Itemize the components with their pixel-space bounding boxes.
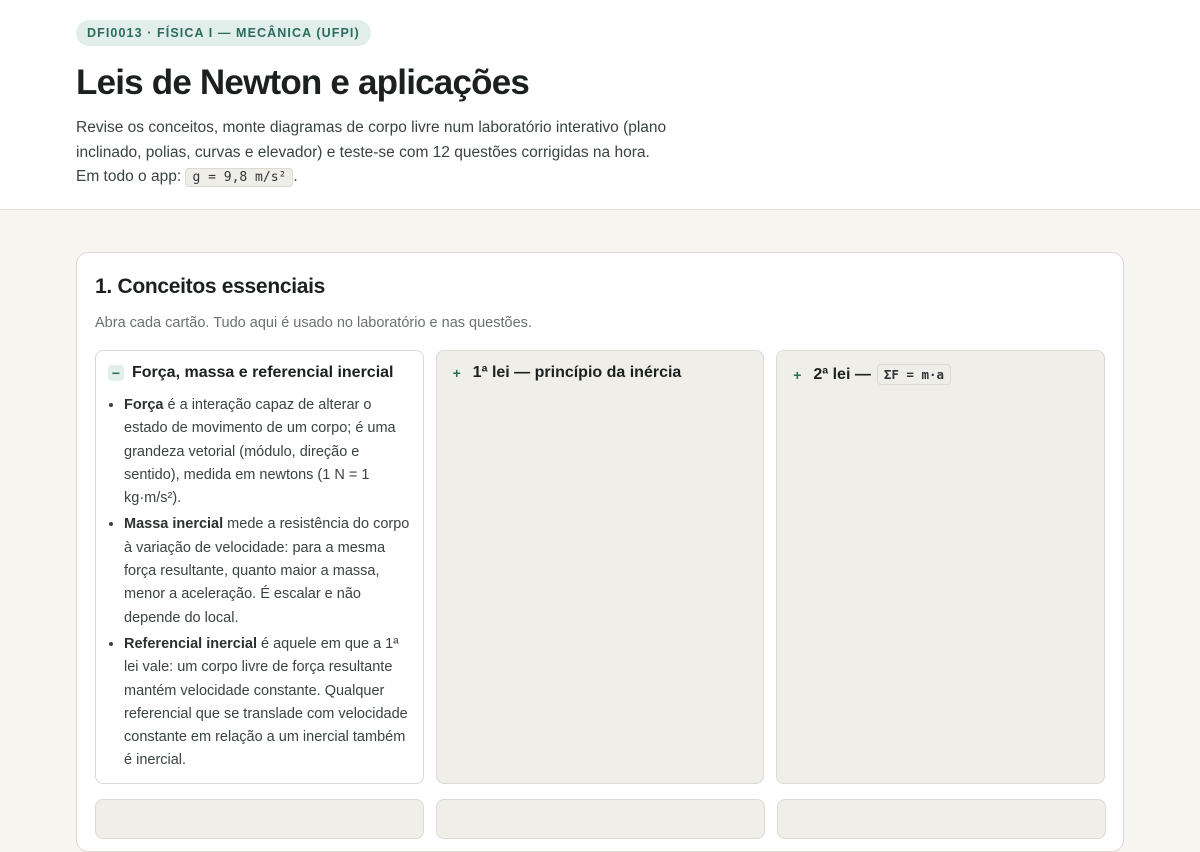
page-header <box>0 0 1200 210</box>
course-badge: DFI0013 · FÍSICA I — MECÂNICA (UFPI) <box>76 20 371 46</box>
list-item-term: Força <box>124 397 164 413</box>
expand-icon[interactable]: + <box>452 365 461 381</box>
gravity-prefix: Em todo o app: <box>76 168 182 185</box>
concept-card-partial[interactable] <box>777 799 1106 839</box>
list-item-text: mede a resistência do corpo à variação de velocidade: para a mesma força resultante, quanto maior a massa, menor a aceleração. É escalar e não depende do local. <box>124 516 410 626</box>
concept-card-primeira-lei[interactable] <box>436 350 765 784</box>
gravity-value: g = 9,8 m/s² <box>185 168 293 187</box>
list-item <box>124 633 411 773</box>
list-item <box>124 394 411 510</box>
concept-card-partial[interactable] <box>95 799 424 839</box>
list-item-text: é a interação capaz de alterar o estado de movimento de um corpo; é uma grandeza vetorial (módulo, direção e sentido), medida em newtons (1 N = 1 kg·m/s²). <box>124 397 396 507</box>
list-item <box>124 513 411 629</box>
card-title[interactable]: Força, massa e referencial inercial <box>132 364 394 381</box>
card-header[interactable] <box>449 364 752 382</box>
page-intro <box>76 116 716 191</box>
card-title[interactable] <box>813 364 951 385</box>
concept-cards <box>95 350 1105 784</box>
concept-cards-row-2 <box>95 799 1106 839</box>
page-title: Leis de Newton e aplicações <box>76 63 530 102</box>
card-title-text: 2ª lei — <box>813 365 871 383</box>
expand-icon[interactable]: + <box>793 366 802 383</box>
list-item-term: Massa inercial <box>124 516 224 533</box>
section-title: 1. Conceitos essenciais <box>95 275 326 298</box>
card-title-formula: ΣF = m·a <box>877 364 951 385</box>
card-content-list <box>108 394 411 773</box>
list-item-text: é aquele em que a 1ª lei vale: um corpo livre de força resultante mantém velocidade constante. Qualquer referencial que se translade com velocidade constante em relação a um inercial também é inercial. <box>124 635 408 769</box>
concept-card-segunda-lei[interactable] <box>776 350 1105 784</box>
card-header[interactable] <box>789 364 1092 385</box>
concept-card-forca-massa[interactable] <box>95 350 424 784</box>
card-title[interactable]: 1ª lei — princípio da inércia <box>472 364 682 381</box>
card-header[interactable] <box>108 364 411 382</box>
list-item-term: Referencial inercial <box>124 635 257 652</box>
concept-card-partial[interactable] <box>436 799 765 839</box>
section-subtitle: Abra cada cartão. Tudo aqui é usado no laboratório e nas questões. <box>95 315 532 331</box>
concepts-section <box>76 252 1124 852</box>
intro-text: Revise os conceitos, monte diagramas de corpo livre num laboratório interativo (plano inclinado, polias, curvas e elevador) e teste-se com 12 questões corrigidas na hora. <box>76 119 667 161</box>
collapse-icon[interactable]: − <box>108 365 124 381</box>
gravity-suffix: . <box>293 168 298 185</box>
